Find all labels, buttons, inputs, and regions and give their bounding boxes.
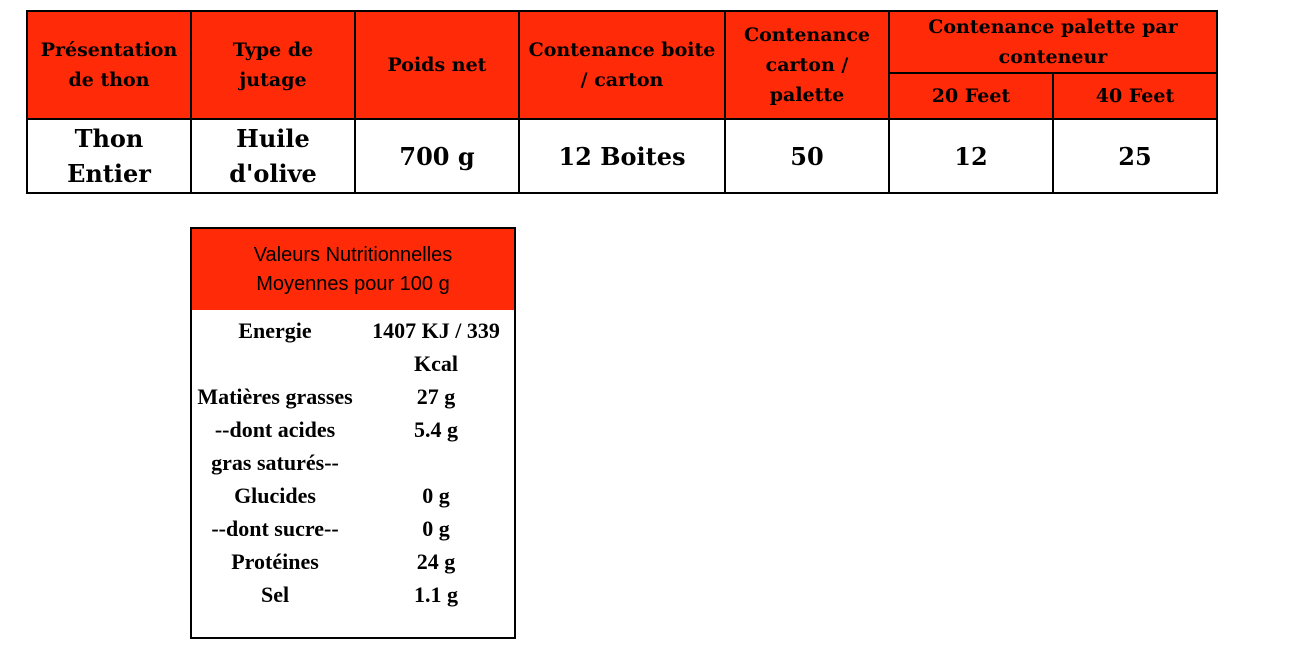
nutrition-row [192, 479, 514, 512]
nutrition-label: --dont acides gras saturés-- [211, 417, 339, 475]
nutrition-title-line1: Valeurs Nutritionnelles [253, 243, 453, 266]
header-40-feet: 40 Feet [1053, 73, 1217, 119]
nutrition-value: 27 g [416, 384, 456, 409]
nutrition-label: --dont sucre-- [211, 516, 339, 541]
nutrition-label: Protéines [231, 549, 319, 574]
nutrition-label: Glucides [234, 483, 316, 508]
nutrition-value: 5.4 g [414, 417, 459, 442]
cell-poids-net: 700 g [355, 119, 519, 193]
header-poids-net: Poids net [355, 11, 519, 119]
nutrition-label: Energie [238, 318, 312, 343]
cell-contenance-boite: 12 Boites [519, 119, 725, 193]
nutrition-row [192, 578, 514, 611]
nutrition-value: 0 g [422, 483, 450, 508]
header-contenance-boite: Contenance boite / carton [519, 11, 725, 119]
table-row [27, 119, 1217, 193]
nutrition-table [192, 314, 514, 611]
cell-20-feet: 12 [889, 119, 1053, 193]
header-presentation: Présentation de thon [27, 11, 191, 119]
nutrition-header [192, 229, 514, 310]
nutrition-value: 1407 KJ / 339 Kcal [372, 318, 500, 376]
product-spec-table [26, 10, 1218, 194]
nutrition-label: Sel [260, 582, 290, 607]
cell-type-jutage: Huile d'olive [191, 119, 355, 193]
cell-presentation: Thon Entier [27, 119, 191, 193]
nutrition-title-line2: Moyennes pour 100 g [256, 272, 450, 295]
header-type-jutage: Type de jutage [191, 11, 355, 119]
header-contenance-palette: Contenance palette par conteneur [889, 11, 1217, 73]
nutrition-value: 1.1 g [414, 582, 459, 607]
nutrition-label: Matières grasses [197, 384, 353, 409]
cell-40-feet: 25 [1053, 119, 1217, 193]
nutrition-row [192, 512, 514, 545]
nutrition-row [192, 545, 514, 578]
nutrition-facts-box [190, 227, 516, 639]
nutrition-row [192, 413, 514, 479]
nutrition-row [192, 314, 514, 380]
header-20-feet: 20 Feet [889, 73, 1053, 119]
nutrition-value: 0 g [422, 516, 450, 541]
cell-contenance-carton: 50 [725, 119, 889, 193]
nutrition-value: 24 g [416, 549, 456, 574]
nutrition-row [192, 380, 514, 413]
header-contenance-carton: Contenance carton / palette [725, 11, 889, 119]
